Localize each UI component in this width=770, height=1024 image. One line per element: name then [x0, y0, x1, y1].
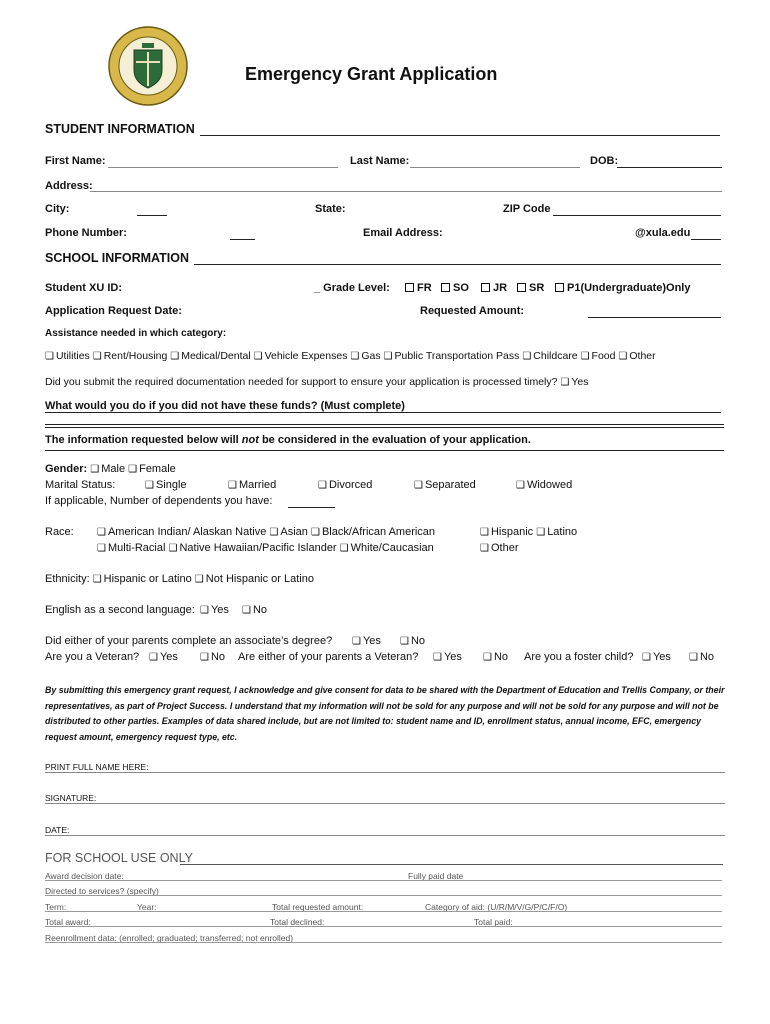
signature-label: SIGNATURE: [45, 793, 97, 803]
foster-yes[interactable]: ❑ Yes [642, 651, 671, 663]
grade-so-option[interactable] [441, 282, 469, 294]
print-name-field[interactable] [152, 759, 712, 772]
print-name-label: PRINT FULL NAME HERE: [45, 762, 149, 772]
race-white[interactable]: ❑ White/Caucasian [339, 542, 434, 554]
checkbox-icon: ❑ [97, 543, 106, 554]
last-name-field[interactable] [412, 154, 578, 167]
assistance-categories [45, 350, 656, 362]
checkbox-icon: ❑ [352, 636, 361, 647]
checkbox-icon: ❑ [318, 480, 327, 491]
checkbox-icon: ❑ [689, 652, 698, 663]
veteran-question: Are you a Veteran? [45, 651, 140, 663]
grade-fr-option[interactable] [405, 282, 432, 294]
race-asian[interactable]: ❑ Asian [269, 526, 308, 538]
grade-jr-option[interactable] [481, 282, 507, 294]
checkbox-icon: ❑ [339, 543, 349, 554]
email-label: Email Address: [363, 227, 443, 239]
total-requested-label: Total requested amount: [272, 902, 364, 912]
category-food[interactable]: ❑ Food [580, 350, 616, 362]
foster-question: Are you a foster child? [524, 651, 634, 663]
checkbox-icon [481, 283, 490, 292]
state-field[interactable] [352, 202, 492, 215]
category-gas[interactable]: ❑ Gas [350, 350, 381, 362]
race-american-indian[interactable]: ❑ American Indian/ Alaskan Native [97, 526, 267, 538]
total-declined-label: Total declined: [270, 917, 325, 927]
checkbox-icon: ❑ [560, 377, 570, 388]
checkbox-icon: ❑ [642, 652, 651, 663]
year-label: Year: [137, 902, 157, 912]
checkbox-icon: ❑ [149, 652, 158, 663]
dob-field[interactable] [619, 154, 719, 167]
date-label: DATE: [45, 825, 70, 835]
parent-veteran-no[interactable]: ❑ No [483, 651, 509, 663]
checkbox-icon: ❑ [90, 464, 100, 475]
checkbox-icon: ❑ [253, 351, 263, 362]
checkbox-icon: ❑ [350, 351, 360, 362]
checkbox-icon [441, 283, 450, 292]
address-field[interactable] [92, 178, 718, 191]
dob-label: DOB: [590, 155, 619, 167]
race-latino[interactable]: ❑ Latino [536, 526, 578, 538]
race-other[interactable]: ❑ Other [480, 542, 519, 554]
gender-label: Gender: [45, 463, 88, 475]
race-hispanic[interactable]: ❑ Hispanic [480, 526, 534, 538]
category-other[interactable]: ❑ Other [618, 350, 656, 362]
section-rule [200, 135, 720, 136]
checkbox-icon: ❑ [269, 527, 279, 538]
checkbox-icon: ❑ [536, 527, 546, 538]
checkbox-icon: ❑ [383, 351, 393, 362]
state-label: State: [315, 203, 346, 215]
checkbox-icon: ❑ [168, 543, 178, 554]
requested-amount-field[interactable] [590, 304, 718, 317]
zip-label: ZIP Code [503, 203, 551, 215]
checkbox-icon: ❑ [414, 480, 423, 491]
date-field[interactable] [75, 822, 710, 835]
marital-label: Marital Status: [45, 479, 116, 491]
checkbox-icon: ❑ [45, 351, 54, 362]
foster-no[interactable]: ❑ No [689, 651, 715, 663]
checkbox-icon [517, 283, 526, 292]
xu-id-field[interactable] [128, 281, 310, 294]
gender-row [45, 463, 176, 475]
address-label: Address: [45, 180, 93, 192]
veteran-yes[interactable]: ❑ Yes [149, 651, 178, 663]
checkbox-icon [405, 283, 414, 292]
school-info-heading: SCHOOL INFORMATION [45, 251, 189, 265]
checkbox-icon: ❑ [480, 527, 489, 538]
gender-female[interactable]: ❑ Female [128, 463, 176, 475]
checkbox-icon: ❑ [97, 527, 106, 538]
parent-veteran-yes[interactable]: ❑ Yes [433, 651, 462, 663]
race-black[interactable]: ❑ Black/African American [310, 526, 436, 538]
race-row-1b [480, 526, 577, 538]
category-vehicle[interactable]: ❑ Vehicle Expenses [253, 350, 348, 362]
category-medical[interactable]: ❑ Medical/Dental [170, 350, 251, 362]
xu-id-label: Student XU ID: [45, 282, 122, 294]
award-date-label: Award decision date: [45, 871, 124, 881]
dependents-field[interactable] [290, 494, 334, 507]
category-transport[interactable]: ❑ Public Transportation Pass [383, 350, 520, 362]
esl-no[interactable]: ❑ No [242, 604, 268, 616]
ethnicity-label: Ethnicity: [45, 573, 90, 585]
docs-yes-option[interactable]: ❑ Yes [560, 376, 589, 388]
email-field[interactable] [445, 226, 625, 239]
checkbox-icon: ❑ [145, 480, 154, 491]
grade-label: JR [493, 282, 508, 294]
checkbox-icon: ❑ [618, 351, 628, 362]
request-date-label: Application Request Date: [45, 305, 182, 317]
zip-field[interactable] [555, 202, 719, 215]
checkbox-icon [555, 283, 564, 292]
grade-label: P1(Undergraduate)Only [567, 282, 691, 294]
first-name-field[interactable] [110, 154, 336, 167]
checkbox-icon: ❑ [400, 636, 409, 647]
ethnicity-row [45, 573, 314, 585]
phone-label: Phone Number: [45, 227, 127, 239]
consent-statement: By submitting this emergency grant request, I acknowledge and give consent for data to be shared with the Department of Education and Trellis Company, or their representatives, as part of Project Success. I understand that my information will not be sold for any purpose and will not be sold for any purpose and will not be distributed to other parties. Examples of data shared include, but are not limited to: student name and ID, enrollment status, annual income, EFC, emergency request amount, emergency request type, etc. [45, 685, 725, 742]
marital-married[interactable]: ❑ Married [228, 479, 277, 491]
grade-label: SO [453, 282, 469, 294]
checkbox-icon: ❑ [433, 652, 442, 663]
requested-amount-label: Requested Amount: [420, 305, 525, 317]
grade-label: SR [529, 282, 545, 294]
checkbox-icon: ❑ [480, 543, 489, 554]
checkbox-icon: ❑ [516, 480, 525, 491]
marital-single[interactable]: ❑ Single [145, 479, 187, 491]
demographics-note: The information requested below will not be considered in the evaluation of your application. [45, 434, 531, 446]
funds-answer-field[interactable] [395, 399, 720, 412]
checkbox-icon: ❑ [170, 351, 180, 362]
category-utilities[interactable]: ❑ Utilities [45, 350, 90, 362]
race-multiracial[interactable]: ❑ Multi-Racial [97, 542, 166, 554]
grade-level-label: _ Grade Level: [314, 282, 390, 294]
student-info-heading: STUDENT INFORMATION [45, 122, 195, 136]
esl-yes[interactable]: ❑ Yes [200, 604, 229, 616]
divider [45, 424, 724, 428]
reenrollment-label: Reenrollment data: (enrolled; graduated; transferred; not enrolled) [45, 933, 294, 943]
page-title: Emergency Grant Application [245, 64, 498, 84]
parents-degree-yes[interactable]: ❑ Yes [352, 635, 381, 647]
veteran-no[interactable]: ❑ No [200, 651, 226, 663]
directed-label: Directed to services? (specify) [45, 886, 159, 896]
grade-label: FR [417, 282, 432, 294]
checkbox-icon: ❑ [200, 605, 209, 616]
request-date-field[interactable] [190, 304, 410, 317]
checkbox-icon: ❑ [522, 351, 532, 362]
parents-degree-no[interactable]: ❑ No [400, 635, 426, 647]
email-domain: @xula.edu [635, 227, 691, 239]
checkbox-icon: ❑ [194, 574, 204, 585]
checkbox-icon: ❑ [310, 527, 320, 538]
term-label: Term: [45, 902, 67, 912]
checkbox-icon: ❑ [483, 652, 492, 663]
total-award-label: Total award: [45, 917, 91, 927]
ethnicity-hispanic[interactable]: ❑ Hispanic or Latino [92, 573, 192, 585]
checkbox-icon: ❑ [228, 480, 237, 491]
grade-p1-option[interactable] [555, 282, 690, 294]
first-name-label: First Name: [45, 155, 106, 167]
city-field[interactable] [75, 202, 165, 215]
funds-question: What would you do if you did not have these funds? (Must complete) [45, 400, 405, 412]
assistance-question: Assistance needed in which category: [45, 328, 227, 339]
fully-paid-label: Fully paid date [408, 871, 464, 881]
category-aid-label: Category of aid: (U/R/M/V/G/P/C/F/O) [425, 902, 568, 912]
checkbox-icon: ❑ [92, 574, 102, 585]
school-use-heading: FOR SCHOOL USE ONLY [45, 851, 193, 865]
checkbox-icon: ❑ [92, 351, 102, 362]
grade-sr-option[interactable] [517, 282, 544, 294]
category-childcare[interactable]: ❑ Childcare [522, 350, 578, 362]
phone-field[interactable] [132, 226, 254, 239]
ethnicity-not-hispanic[interactable]: ❑ Not Hispanic or Latino [194, 573, 314, 585]
race-row-2 [97, 542, 434, 554]
category-rent[interactable]: ❑ Rent/Housing [92, 350, 168, 362]
checkbox-icon: ❑ [128, 464, 138, 475]
race-hawaiian[interactable]: ❑ Native Hawaiian/Pacific Islander [168, 542, 337, 554]
parent-veteran-question: Are either of your parents a Veteran? [238, 651, 419, 663]
parents-degree-question: Did either of your parents complete an associate’s degree? [45, 635, 333, 647]
race-label: Race: [45, 526, 74, 538]
signature-field[interactable] [100, 790, 710, 803]
docs-question: Did you submit the required documentation needed for support to ensure your application is processed timely? [45, 376, 558, 388]
city-label: City: [45, 203, 70, 215]
dependents-label: If applicable, Number of dependents you have: [45, 495, 273, 507]
gender-male[interactable]: ❑ Male [90, 463, 126, 475]
checkbox-icon: ❑ [242, 605, 251, 616]
esl-label: English as a second language: [45, 604, 195, 616]
marital-separated[interactable]: ❑ Separated [414, 479, 476, 491]
checkbox-icon: ❑ [200, 652, 209, 663]
marital-divorced[interactable]: ❑ Divorced [318, 479, 373, 491]
marital-widowed[interactable]: ❑ Widowed [516, 479, 573, 491]
university-seal-logo [108, 26, 188, 106]
last-name-label: Last Name: [350, 155, 410, 167]
docs-question-row [45, 376, 589, 388]
checkbox-icon: ❑ [580, 351, 590, 362]
race-row-1 [97, 526, 435, 538]
total-paid-label: Total paid: [474, 917, 513, 927]
